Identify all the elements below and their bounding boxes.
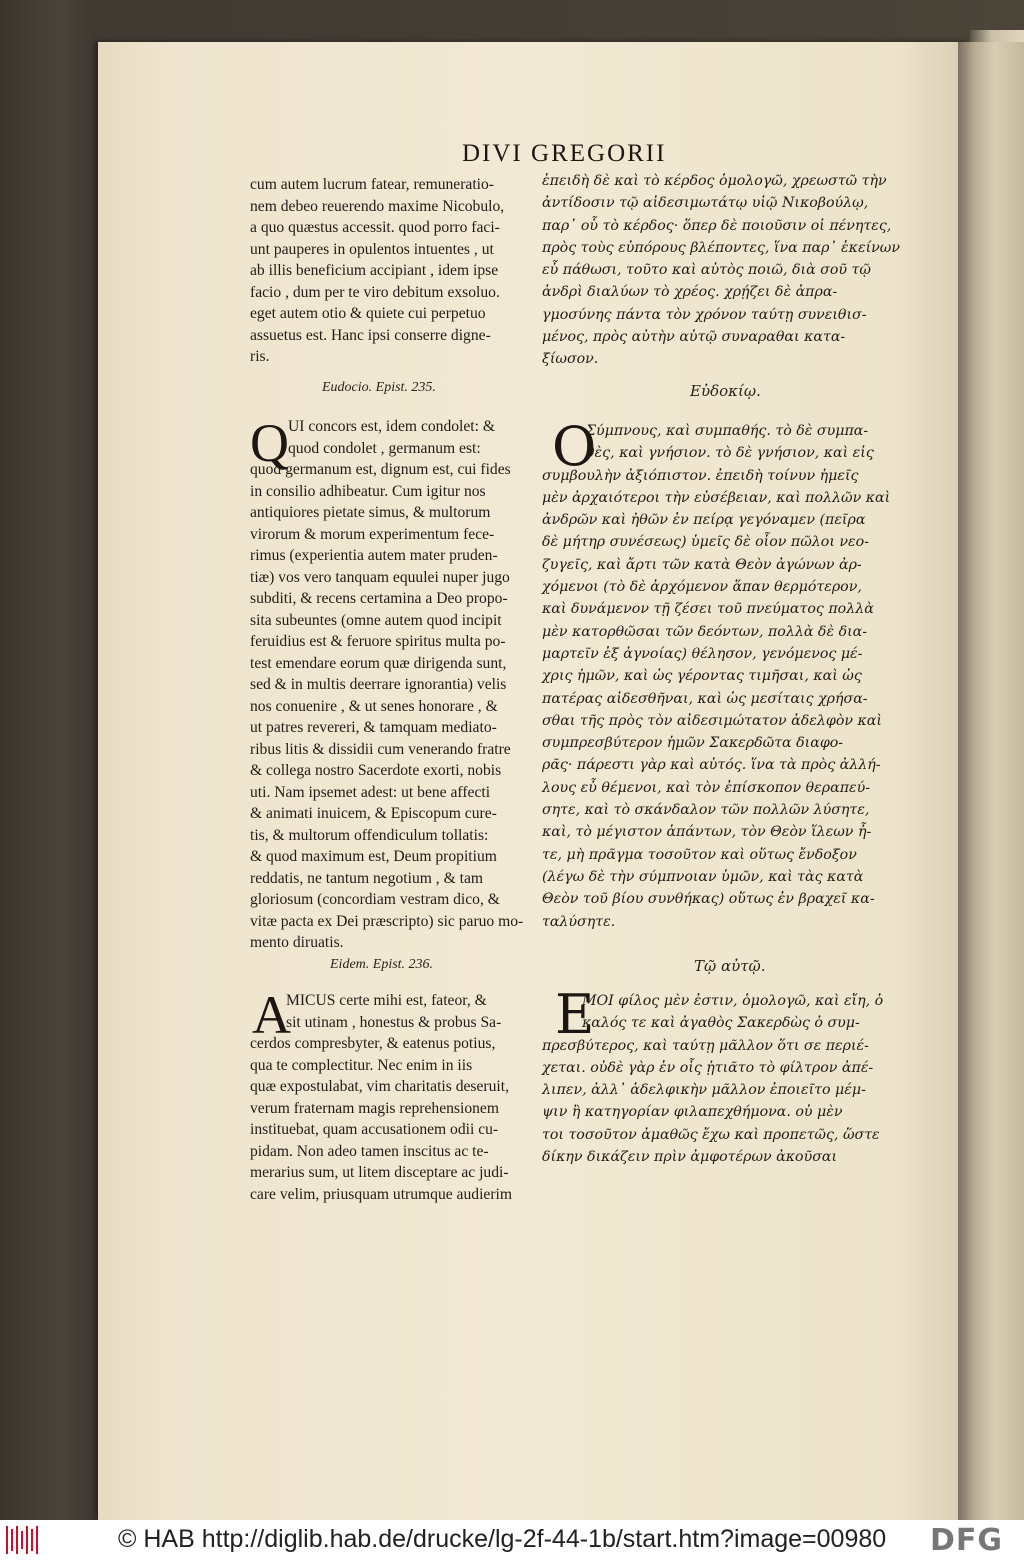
drop-cap: Ε	[555, 983, 595, 1046]
text-line: εὖ πάθωσι, τοῦτο καὶ αὐτὸς ποιῶ, διὰ σοῦ τῷ	[542, 262, 871, 279]
running-head: DIVI GREGORII	[462, 140, 667, 167]
greek-continuation	[542, 170, 932, 371]
text-line: sita subeuntes (omne autem quod incipit	[250, 611, 502, 629]
text-line: Θεὸν τοῦ βίου συνθήκας) οὕτως ἐν βραχεῖ κα-	[542, 891, 875, 908]
latin-continuation	[250, 174, 540, 368]
page-gutter	[958, 42, 1024, 1520]
text-line: qua te complectitur. Nec enim in iis	[250, 1056, 473, 1074]
text-line: verum fraternam magis reprehensionem	[250, 1099, 499, 1117]
text-line: quæ expostulabat, vim charitatis deseruit,	[250, 1078, 509, 1095]
text-line: mento diruatis.	[250, 934, 344, 951]
text-line: ut patres revereri, & tamquam mediato-	[250, 719, 497, 736]
text-line: (λέγω δὲ τὴν σύμπνοιαν ὑμῶν, καὶ τὰς κατὰ	[542, 868, 864, 885]
text-line: uti. Nam ipsemet adest: ut bene affecti	[250, 783, 491, 801]
text-line: eget autem otio & quiete cui perpetuo	[250, 305, 486, 322]
text-line: ρᾶς· πάρεστι γὰρ καὶ αὐτός. ἵνα τὰ πρὸς ἀλλή-	[542, 757, 881, 774]
text-line: virorum & morum experimentum fece-	[250, 525, 495, 543]
text-line: ab illis beneficium accipiant , idem ipse	[250, 262, 499, 279]
text-line: λους εὖ θέμενοι, καὶ τὸν ἐπίσκοπον θεραπεύ-	[542, 779, 871, 796]
text-line: συμβουλὴν ἀξιόπιστον. ἐπειδὴ τοίνυν ἡμεῖς	[542, 467, 859, 484]
text-line: πρεσβύτερος, καὶ ταύτῃ μᾶλλον ὅτι σε περιέ-	[542, 1037, 869, 1054]
text-line: unt pauperes in opulentos intuentes , ut	[250, 240, 494, 258]
text-line: rimus (experientia autem mater pruden-	[250, 547, 498, 564]
drop-cap: Ο	[552, 415, 597, 478]
drop-cap: Q	[250, 413, 289, 473]
text-line: δίκην δικάζειν πρὶν ἀμφοτέρων ἀκοῦσαι	[542, 1149, 838, 1166]
text-line: ribus litis & dissidii cum venerando fratre	[250, 740, 511, 758]
text-line: ἐπειδὴ δὲ καὶ τὸ κέρδος ὁμολογῶ, χρεωστῶ τὴν	[542, 173, 887, 189]
text-line: assuetus est. Hanc ipsi conserre digne-	[250, 326, 491, 344]
letter-heading-greek: Εὐδοκίῳ.	[690, 382, 761, 400]
text-line: μένος, πρὸς αὐτὴν αὐτῷ συναραθαι κατα-	[542, 329, 846, 346]
text-line: ἀνδρῶν καὶ ἠθῶν ἐν πείρᾳ γεγόναμεν (πεῖρα	[542, 512, 866, 529]
text-line: gloriosum (concordiam vestram dico, &	[250, 891, 500, 908]
letter-235-greek	[542, 415, 937, 933]
letter-heading-latin: Eidem. Epist. 236.	[330, 957, 434, 972]
text-line: ris.	[250, 348, 270, 365]
text-line: quod condolet , germanum est:	[288, 439, 481, 457]
text-line: τε, μὴ πρᾶγμα τοσοῦτον καὶ οὕτως ἔνδοξον	[542, 846, 857, 863]
text-line: θὲς, καὶ γνήσιον. τὸ δὲ γνήσιον, καὶ εἰς	[586, 445, 874, 462]
text-line: σητε, καὶ τὸ σκάνδαλον τῶν πολλῶν λύσητε,	[542, 802, 870, 819]
text-line: quod germanum est, dignum est, cui fides	[250, 461, 511, 478]
text-line: ἀντίδοσιν τῷ αἰδεσιμωτάτῳ υἱῷ Νικοβούλῳ,	[542, 195, 869, 212]
text-line: feruidius est & feruore spiritus multa po-	[250, 633, 506, 650]
source-url-link[interactable]: © HAB http://diglib.hab.de/drucke/lg-2f-44-1b/start.htm?image=00980	[118, 1525, 887, 1553]
text-line: καὶ, τὸ μέγιστον ἁπάντων, τὸν Θεὸν ἵλεων ἦ-	[542, 824, 872, 841]
text-line: & animati inuicem, & Episcopum cure-	[250, 805, 497, 822]
text-line: tiæ) vos vero tanquam equulei nuper jugo	[250, 568, 510, 586]
text-line: a quo quæstus accessit. quod porro faci-	[250, 219, 500, 236]
letter-236-latin	[250, 985, 540, 1205]
text-line: γμοσύνης πάντα τὸν χρόνον ταύτῃ συνειθισ-	[542, 306, 867, 323]
text-line: πατέρας αἰδεσθῆναι, καὶ ὡς μεσίταις χρήσα-	[542, 690, 868, 707]
text-line: tis, & multorum offendiculum tollatis:	[250, 826, 489, 844]
text-line: subditi, & recens certamina a Deo propo-	[250, 590, 508, 607]
text-line: σθαι τῆς πρὸς τὸν αἰδεσιμώτατον ἀδελφὸν καὶ	[542, 712, 882, 729]
text-line: δὲ μήτηρ συνέσεως) ὑμεῖς δὲ οἷον πῶλοι νεο-	[542, 534, 869, 551]
hab-barcode-icon	[6, 1526, 42, 1554]
text-line: sed & in multis deerrare ignorantia) velis	[250, 676, 507, 693]
text-line: ξίωσον.	[542, 351, 599, 368]
text-line: nos conuenire , & ut senes honorare , &	[250, 697, 498, 715]
text-line: μὲν ἀρχαιότεροι τὴν εὐσέβειαν, καὶ πολλῶν καὶ	[542, 489, 891, 506]
letter-236-greek	[542, 983, 937, 1168]
text-line: instituebat, quam accusationem odii cu-	[250, 1121, 499, 1138]
letter-235-latin	[250, 413, 540, 954]
text-line: vitæ pacta ex Dei præscripto) sic paruo mo-	[250, 912, 524, 930]
text-line: cerdos compresbyter, & eatenus potius,	[250, 1035, 496, 1052]
text-line: λιπεν, ἀλλ᾽ ἀδελφικὴν μᾶλλον ἐποιεῖτο μέμ-	[542, 1082, 866, 1099]
text-line: antiquiores pietate simus, & multorum	[250, 504, 491, 521]
dfg-logo: DFG	[930, 1523, 1004, 1558]
text-line: μὲν κατορθῶσαι τῶν δεόντων, πολλὰ δὲ δια-	[542, 623, 868, 640]
text-line: ΜΟΙ φίλος μὲν ἐστιν, ὁμολογῶ, καὶ εἴη, ὁ	[582, 993, 884, 1009]
text-line: χόμενοι (τὸ δὲ ἀρχόμενον ἅπαν θερμότερον,	[542, 579, 862, 596]
text-line: ἀνδρὶ διαλύων τὸ χρέος. χρῄζει δὲ ἀπρα-	[542, 284, 838, 301]
text-line: nem debeo reuerendo maxime Nicobulo,	[250, 197, 505, 215]
text-line: cum autem lucrum fatear, remuneratio-	[250, 176, 494, 193]
viewer-footer	[0, 1520, 1024, 1560]
letter-heading-latin: Eudocio. Epist. 235.	[322, 380, 436, 395]
text-line: χεται. οὐδὲ γὰρ ἐν οἷς ᾐτιᾶτο τὸ φίλτρον ἀπέ-	[542, 1059, 874, 1076]
text-line: πρὸς τοὺς εὐπόρους βλέποντες, ἵνα παρ᾽ ἐκείνων	[542, 239, 900, 256]
text-line: συμπρεσβύτερον ἡμῶν Σακερδῶτα διαφο-	[542, 735, 844, 752]
text-line: μαρτεῖν ἐξ ἀγνοίας) θέλησον, γενόμενος μέ-	[542, 645, 863, 662]
text-line: παρ᾽ οὗ τὸ κέρδος· ὅπερ δὲ ποιοῦσιν οἱ πένητες,	[542, 217, 892, 234]
letter-heading-greek: Τῷ αὐτῷ.	[694, 957, 766, 975]
drop-cap: A	[252, 985, 291, 1045]
text-line: reddatis, ne tantum negotium , & tam	[250, 869, 483, 887]
text-line: UI concors est, idem condolet: &	[288, 418, 495, 435]
text-line: merarius sum, ut litem disceptare ac judi-	[250, 1164, 509, 1181]
text-line: test emendare eorum quæ dirigenda sunt,	[250, 654, 507, 672]
text-line: & quod maximum est, Deum propitium	[250, 848, 497, 865]
text-line: in consilio adhibeatur. Cum igitur nos	[250, 482, 486, 500]
text-line: καλός τε καὶ ἀγαθὸς Σακερδὼς ὁ συμ-	[582, 1015, 860, 1032]
text-line: ταλύσητε.	[542, 913, 616, 930]
text-line: Σύμπνους, καὶ συμπαθής. τὸ δὲ συμπα-	[586, 423, 869, 439]
text-line: χρις ἡμῶν, καὶ ὡς γέροντας τιμῆσαι, καὶ ὡς	[542, 668, 862, 685]
text-line: & collega nostro Sacerdote exorti, nobis	[250, 762, 502, 779]
text-line: ψιν ἢ κατηγορίαν φιλαπεχθήμονα. οὐ μὲν	[542, 1104, 843, 1121]
text-line: ζυγεῖς, καὶ ἄρτι τῶν κατὰ Θεὸν ἀγώνων ἀρ-	[542, 556, 862, 573]
text-line: καὶ δυνάμενον τῇ ζέσει τοῦ πνεύματος πολλὰ	[542, 601, 874, 618]
text-line: pidam. Non adeo tamen inscitus ac te-	[250, 1142, 489, 1160]
text-line: MICUS certe mihi est, fateor, &	[286, 992, 487, 1009]
text-line: care velim, priusquam utrumque audierim	[250, 1185, 512, 1203]
text-line: facio , dum per te viro debitum exsoluo.	[250, 283, 500, 301]
text-line: sit utinam , honestus & probus Sa-	[286, 1013, 502, 1031]
text-line: τοι τοσοῦτον ἀμαθῶς ἔχω καὶ προπετῶς, ὥστε	[542, 1126, 880, 1143]
